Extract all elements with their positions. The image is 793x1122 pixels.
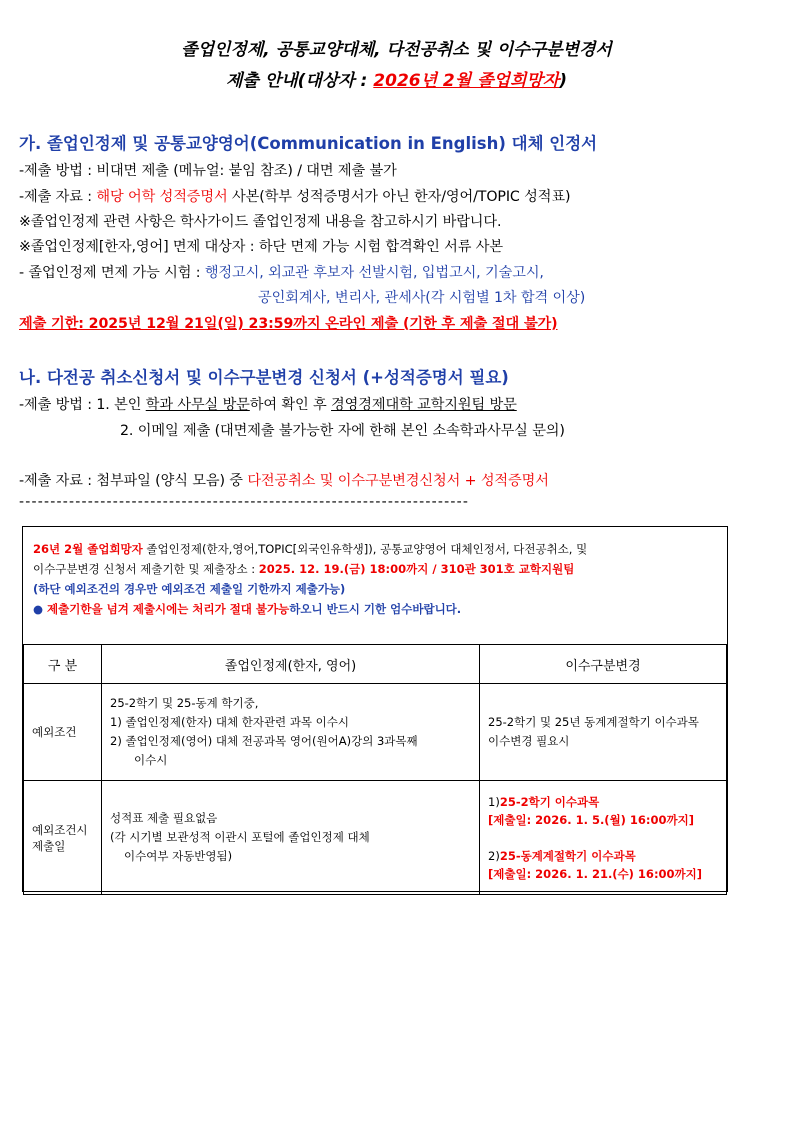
row2-g-l3: 이수여부 자동반영됨) (124, 849, 233, 863)
notice-text-1: 졸업인정제(한자,영어,TOPIC[외국인유학생]), 공통교양영어 대체인정서, 다전공취소, 및 (142, 542, 588, 556)
method-support-team: 경영경제대학 교학지원팀 방문 (331, 397, 517, 413)
notice-text-2: 이수구분변경 신청서 제출기한 및 제출장소 : (33, 562, 259, 576)
row2-c-b-red: 25-동계계절학기 이수과목 (499, 848, 636, 863)
row1-label: 예외조건 (24, 684, 102, 781)
material-b-highlight: 다전공취소 및 이수구분변경신청서 + 성적증명서 (247, 473, 549, 489)
row2-label-l1: 예외조건시 (32, 822, 88, 837)
section-b-method2: 2. 이메일 제출 (대면제출 불가능한 자에 한해 본인 소속학과사무실 문의) (120, 423, 565, 439)
section-a-deadline: 제출 기한: 2025년 12월 21일(일) 23:59까지 온라인 제출 (기한 후 제출 절대 불가) (19, 316, 558, 332)
section-b-heading: 나. 다전공 취소신청서 및 이수구분변경 신청서 (+성적증명서 필요) (19, 368, 509, 387)
method-mid: 하여 확인 후 (249, 397, 332, 413)
row2-c-a-num: 1) (488, 794, 500, 809)
section-a-note1: ※졸업인정제 관련 사항은 학사가이드 졸업인정제 내용을 참고하시기 바랍니다. (19, 214, 502, 230)
row2-c-a-date: [제출일: 2026. 1. 5.(월) 16:00까지] (488, 812, 695, 827)
subtitle-prefix: 제출 안내(대상자 : (226, 71, 374, 91)
exempt-label: - 졸업인정제 면제 가능 시험 : (19, 265, 205, 281)
row1-g-l4: 이수시 (134, 753, 168, 767)
page-subtitle (0, 66, 793, 91)
notice-warning (33, 599, 723, 619)
method-label: -제출 방법 : 1. 본인 (19, 397, 146, 413)
row1-c-l1: 25-2학기 및 25년 동계계절학기 이수과목 (488, 715, 699, 729)
material-highlight: 해당 어학 성적증명서 (96, 189, 228, 205)
section-a-method: -제출 방법 : 비대면 제출 (메뉴얼: 붙임 참조) / 대면 제출 불가 (19, 163, 397, 179)
section-a-heading: 가. 졸업인정제 및 공통교양영어(Communication in English) 대체 인정서 (19, 134, 598, 153)
notice-exception: (하단 예외조건의 경우만 예외조건 제출일 기한까지 제출가능) (33, 582, 346, 596)
notice-target: 26년 2월 졸업희망자 (33, 542, 143, 556)
notice-line-2 (33, 559, 723, 579)
exempt-list-1: 행정고시, 외교관 후보자 선발시험, 입법고시, 기술고시, (204, 265, 544, 281)
section-b-material (19, 470, 549, 490)
exempt-list-2 (258, 287, 585, 307)
section-a-note2: ※졸업인정제[한자,영어] 면제 대상자 : 하단 면제 가능 시험 합격확인 서류 사본 (19, 239, 504, 255)
row2-change (480, 781, 727, 895)
material-b-label: -제출 자료 : 첨부파일 (양식 모음) 중 (19, 473, 248, 489)
material-label: -제출 자료 : (19, 189, 97, 205)
method-dept-office: 학과 사무실 방문 (145, 397, 250, 413)
notice-line-1 (33, 539, 723, 559)
subtitle-suffix: ) (559, 71, 567, 91)
row2-g-l2: (각 시기별 보관성적 이관시 포털에 졸업인정제 대체 (110, 830, 370, 844)
row2-c-a (488, 793, 718, 811)
row1-change (480, 684, 727, 781)
row1-g-l3: 2) 졸업인정제(영어) 대체 전공과목 영어(원어A)강의 3과목째 (110, 734, 418, 748)
table-header-row (24, 645, 727, 684)
divider: ------------------------------------------------------------------------ (19, 494, 470, 510)
warning-blue: 하오니 반드시 기한 엄수바랍니다. (289, 602, 462, 616)
row1-c-l2: 이수변경 필요시 (488, 734, 570, 748)
header-graduation: 졸업인정제(한자, 영어) (102, 645, 480, 684)
section-a-exempt (19, 262, 544, 282)
section-a-material (19, 186, 570, 206)
section-b-method1 (19, 394, 517, 414)
row2-c-b-date: [제출일: 2026. 1. 21.(수) 16:00까지] (488, 866, 703, 881)
material-detail: 사본(학부 성적증명서가 아닌 한자/영어/TOPIC 성적표) (227, 189, 571, 205)
row2-c-b (488, 847, 718, 865)
warning-red: 제출기한을 넘겨 제출시에는 처리가 절대 불가능 (43, 602, 290, 616)
header-category: 구 분 (24, 645, 102, 684)
target-audience: 2026년 2월 졸업희망자 (373, 71, 560, 91)
row1-graduation (102, 684, 480, 781)
notice-text (33, 539, 723, 619)
notice-deadline: 2025. 12. 19.(금) 18:00까지 / 310관 301호 교학지원팀 (258, 562, 575, 576)
page-title: 졸업인정제, 공통교양대체, 다전공취소 및 이수구분변경서 (181, 40, 612, 60)
row2-c-b-num: 2) (488, 848, 500, 863)
header-change: 이수구분변경 (480, 645, 727, 684)
row2-c-a-red: 25-2학기 이수과목 (499, 794, 600, 809)
row2-graduation (102, 781, 480, 895)
row2-g-l1: 성적표 제출 필요없음 (110, 811, 218, 825)
table-row (24, 781, 727, 895)
row2-label (24, 781, 102, 895)
row1-g-l2: 1) 졸업인정제(한자) 대체 한자관련 과목 이수시 (110, 715, 350, 729)
exception-table (23, 644, 727, 895)
row1-g-l1: 25-2학기 및 25-동계 학기중, (110, 696, 259, 710)
row2-label-l2: 제출일 (32, 838, 66, 853)
bullet-icon: ● (33, 602, 44, 616)
notice-box (22, 526, 728, 892)
table-row (24, 684, 727, 781)
exempt-list-2-text: 공인회계사, 변리사, 관세사(각 시험별 1차 합격 이상) (258, 290, 586, 306)
